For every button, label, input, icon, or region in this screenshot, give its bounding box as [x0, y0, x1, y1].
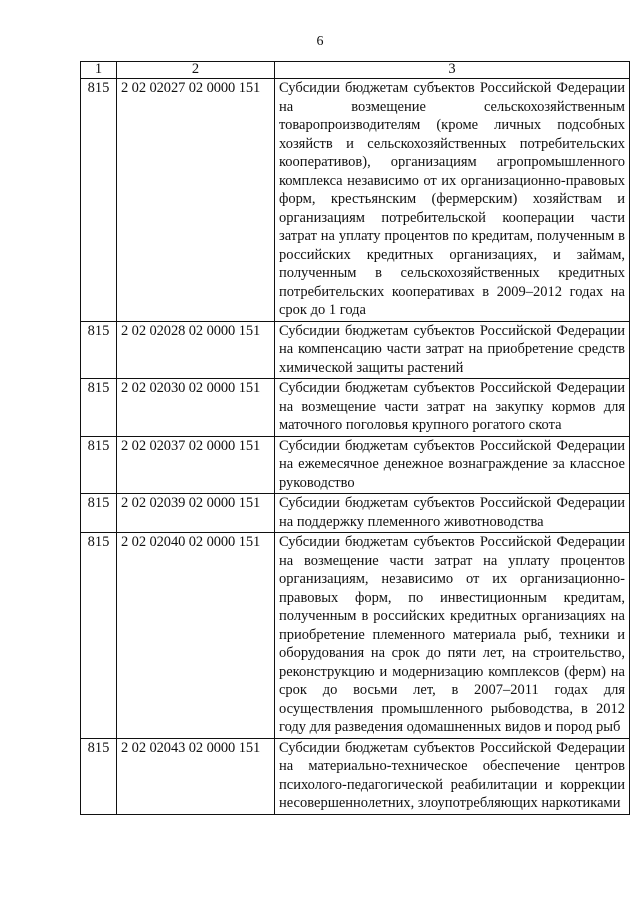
admin-code-cell: 815 — [81, 321, 117, 379]
table-row — [81, 494, 630, 533]
budget-code-cell: 2 02 02030 02 0000 151 — [117, 379, 275, 437]
admin-code-cell: 815 — [81, 436, 117, 494]
page-number: 6 — [316, 34, 324, 49]
table-row — [81, 379, 630, 437]
table-row — [81, 321, 630, 379]
description-cell: Субсидии бюджетам субъектов Российской Федерации на материально-техническое обеспечение центров психолого-педагогической реабилитации и коррекции несовершеннолетних, злоупотребляющих наркотиками — [275, 738, 630, 814]
table-row — [81, 436, 630, 494]
column-header-3: 3 — [275, 62, 630, 79]
description-cell: Субсидии бюджетам субъектов Российской Федерации на компенсацию части затрат на приобретение средств химической защиты растений — [275, 321, 630, 379]
budget-classification-table — [80, 61, 630, 815]
admin-code-cell: 815 — [81, 79, 117, 322]
admin-code-cell: 815 — [81, 379, 117, 437]
description-cell: Субсидии бюджетам субъектов Российской Федерации на поддержку племенного животноводства — [275, 494, 630, 533]
table-row — [81, 79, 630, 322]
table-row — [81, 738, 630, 814]
budget-code-cell: 2 02 02040 02 0000 151 — [117, 533, 275, 739]
budget-code-cell: 2 02 02043 02 0000 151 — [117, 738, 275, 814]
column-header-2: 2 — [117, 62, 275, 79]
budget-code-cell: 2 02 02037 02 0000 151 — [117, 436, 275, 494]
admin-code-cell: 815 — [81, 533, 117, 739]
admin-code-cell: 815 — [81, 494, 117, 533]
budget-code-cell: 2 02 02028 02 0000 151 — [117, 321, 275, 379]
description-cell: Субсидии бюджетам субъектов Российской Федерации на ежемесячное денежное вознаграждение за классное руководство — [275, 436, 630, 494]
table-header-row — [81, 62, 630, 79]
description-cell: Субсидии бюджетам субъектов Российской Федерации на возмещение части затрат на закупку кормов для маточного поголовья крупного рогатого скота — [275, 379, 630, 437]
budget-code-cell: 2 02 02027 02 0000 151 — [117, 79, 275, 322]
table-row — [81, 533, 630, 739]
budget-code-cell: 2 02 02039 02 0000 151 — [117, 494, 275, 533]
description-cell: Субсидии бюджетам субъектов Российской Федерации на возмещение сельскохозяйственным товаропроизводителям (кроме личных подсобных хозяйств и сельскохозяйственных потребительских кооперативов), организациям агропромышленного комплекса независимо от их организационно-правовых форм, крестьянским (фермерским) хозяйствам и организациям потребительской кооперации части затрат на уплату процентов по кредитам, полученным в российских кредитных организациях, и займам, полученным в сельскохозяйственных кредитных потребительских кооперативах в 2009–2012 годах на срок до 1 года — [275, 79, 630, 322]
admin-code-cell: 815 — [81, 738, 117, 814]
column-header-1: 1 — [81, 62, 117, 79]
description-cell: Субсидии бюджетам субъектов Российской Федерации на возмещение части затрат на уплату процентов организациям, независимо от их организационно-правовых форм, по инвестиционным кредитам, полученным в российских кредитных организациях на приобретение племенного материала рыб, техники и оборудования на срок до пяти лет, на строительство, реконструкцию и модернизацию комплексов (ферм) на срок до восьми лет, в 2007–2011 годах для осуществления промышленного рыбоводства, в 2012 году для разведения одомашненных видов и пород рыб — [275, 533, 630, 739]
